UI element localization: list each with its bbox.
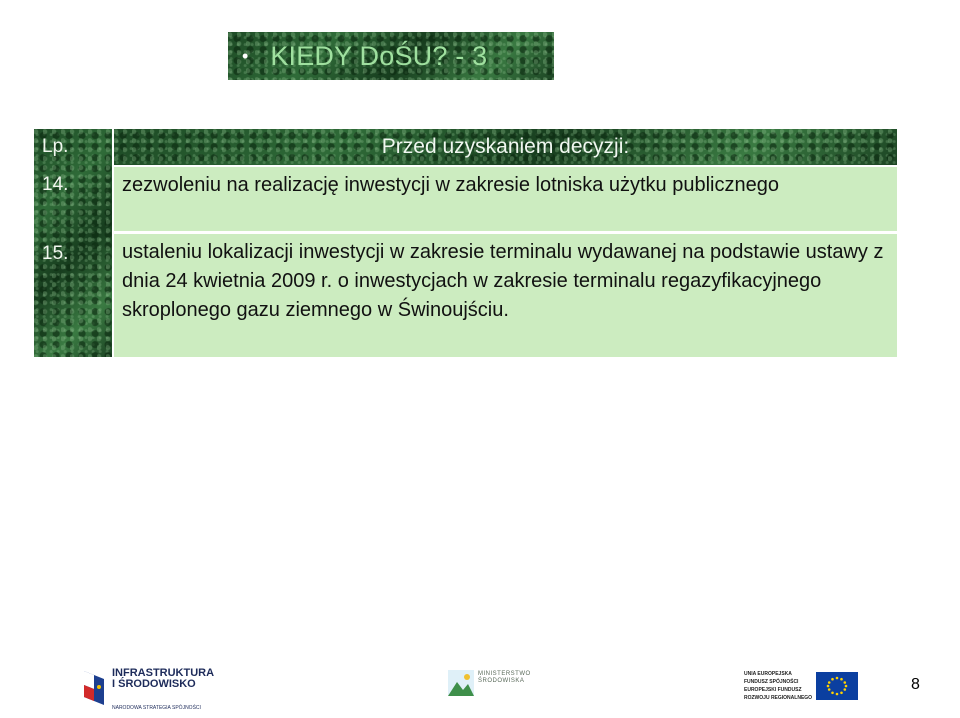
row-divider: [114, 231, 897, 234]
logo-right-line1: UNIA EUROPEJSKA: [744, 671, 792, 677]
logo-mid-line2: ŚRODOWISKA: [478, 678, 525, 684]
eu-flag-icon: [816, 672, 858, 700]
logo-left-sub: NARODOWA STRATEGIA SPÓJNOŚCI: [112, 705, 201, 711]
row-lp: 15.: [42, 243, 69, 264]
eu-logo: [744, 670, 862, 706]
table-header-label: Przed uzyskaniem decyzji:: [381, 135, 630, 158]
bullet-icon: •: [242, 45, 249, 66]
slide-title-bar: [228, 32, 554, 80]
ministry-mark-icon: [448, 670, 474, 696]
logo-left-line1: INFRASTRUKTURA: [112, 667, 215, 679]
logo-left-line2: I ŚRODOWISKO: [112, 678, 196, 690]
logo-mid-line1: MINISTERSTWO: [478, 671, 531, 677]
infrastruktura-logo: [82, 665, 215, 711]
logo-right-line4: ROZWOJU REGIONALNEGO: [744, 695, 813, 701]
ministerstwo-logo: [448, 670, 531, 702]
page-number: 8: [911, 676, 920, 693]
footer: [0, 655, 960, 718]
logo-right-line2: FUNDUSZ SPÓJNOŚCI: [744, 679, 799, 685]
slide-title: KIEDY DoŚU? - 3: [270, 40, 488, 71]
table-header: [114, 129, 897, 165]
logo-right-line3: EUROPEJSKI FUNDUSZ: [744, 687, 802, 693]
table-row-text: zezwoleniu na realizację inwestycji w zakresie lotniska użytku publicznego: [122, 174, 779, 196]
flag-icon: [82, 669, 106, 707]
table-row-text: ustaleniu lokalizacji inwestycji w zakresie terminalu wydawanej na podstawie ustawy z dnia 24 kwietnia 2009 r. o inwestycjach w zakresie terminalu regazyfikacyjnego skroplonego gazu ziemnego w Świnoujściu.: [122, 241, 884, 321]
lp-header: Lp.: [42, 136, 69, 157]
row-lp: 14.: [42, 174, 69, 195]
